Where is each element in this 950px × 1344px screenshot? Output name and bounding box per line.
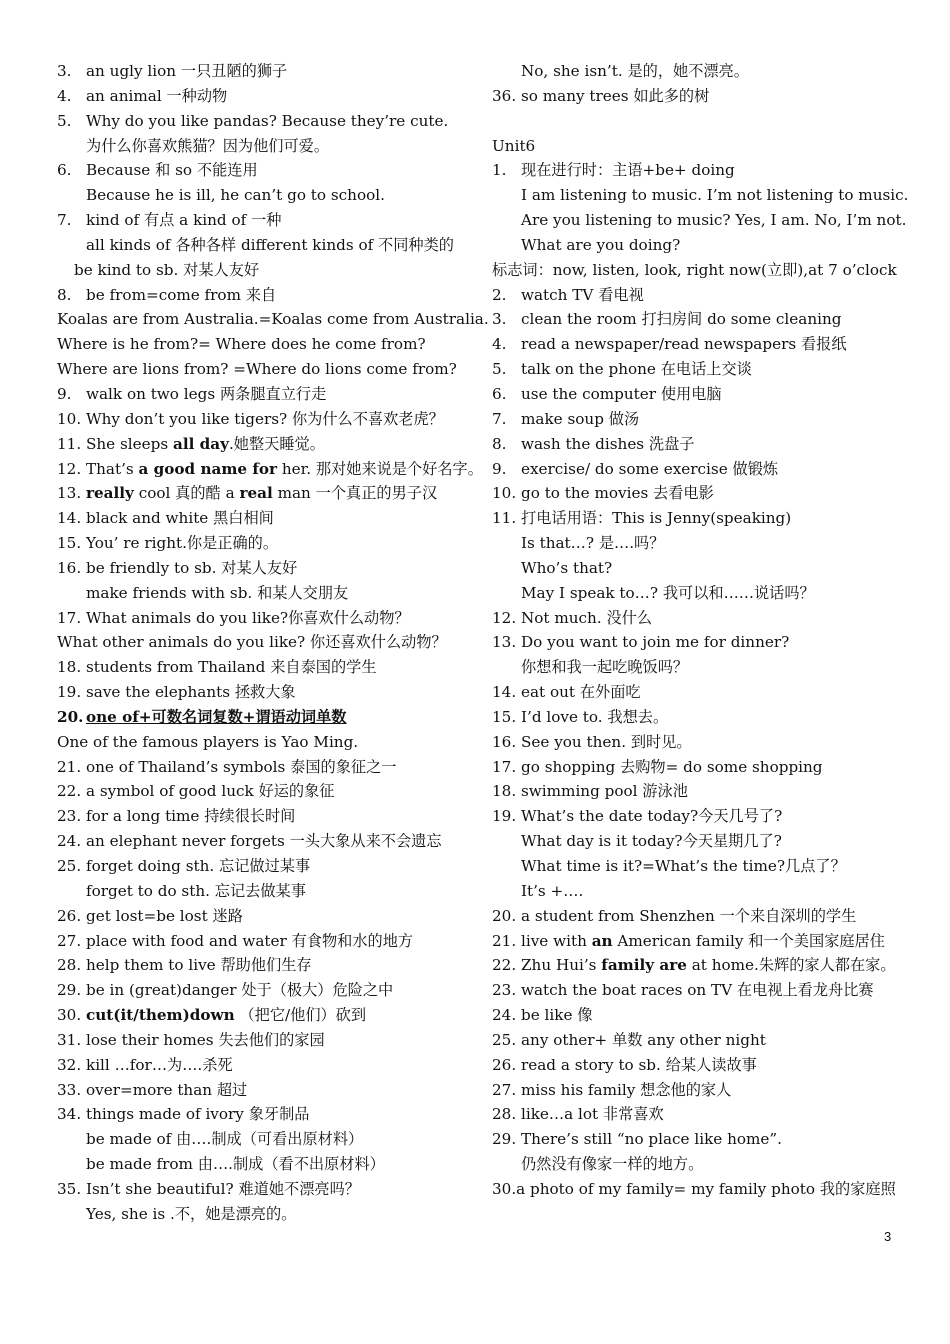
item-text: There’s still “no place like home”. — [521, 1130, 783, 1149]
item-text: watch TV 看电视 — [521, 285, 644, 304]
list-item — [57, 1152, 475, 1177]
list-item — [492, 109, 912, 134]
item-number: 10. — [57, 409, 82, 428]
list-item — [57, 978, 475, 1003]
item-text: 为什么你喜欢熊猫？因为他们可爱。 — [86, 136, 329, 155]
item-number: 19. — [492, 807, 517, 826]
list-item — [57, 1028, 475, 1053]
item-text: Not much. 没什么 — [521, 608, 653, 627]
list-item — [57, 1053, 475, 1078]
item-number: 32. — [57, 1055, 82, 1074]
item-text: 30.a photo of my family= my family photo 我的家庭照 — [492, 1179, 896, 1198]
item-text: a symbol of good luck 好运的象征 — [86, 782, 335, 801]
item-text: any other+ 单数 any other night — [521, 1030, 766, 1049]
item-number: 20. — [57, 707, 84, 726]
list-item — [57, 556, 475, 581]
item-number: 20. — [492, 906, 517, 925]
item-number: 35. — [57, 1179, 82, 1198]
bold-text: a good name for — [138, 459, 278, 478]
item-number: 5. — [57, 111, 72, 130]
item-text — [86, 705, 347, 730]
list-item — [492, 307, 912, 332]
list-item — [57, 134, 475, 159]
list-item — [57, 1003, 475, 1028]
list-item — [492, 481, 912, 506]
item-number: 29. — [492, 1130, 517, 1149]
item-number: 12. — [57, 459, 82, 478]
item-text: read a story to sb. 给某人读故事 — [521, 1055, 757, 1074]
item-number: 16. — [492, 732, 517, 751]
item-text: Where is he from?= Where does he come from? — [57, 335, 426, 354]
list-item — [57, 1078, 475, 1103]
item-text: talk on the phone 在电话上交谈 — [521, 360, 752, 379]
item-number: 5. — [492, 360, 507, 379]
list-item — [57, 258, 475, 283]
item-text: Unit6 — [492, 136, 536, 155]
item-text: things made of ivory 象牙制品 — [86, 1105, 310, 1124]
list-item — [57, 84, 475, 109]
list-item — [57, 581, 475, 606]
bold-text: family are — [601, 956, 687, 975]
list-item — [492, 630, 912, 655]
item-number: 13. — [57, 484, 82, 503]
item-number: 11. — [57, 434, 82, 453]
list-item — [492, 854, 912, 879]
right-column — [492, 59, 912, 1202]
bold-text: all day — [172, 434, 229, 453]
list-item — [492, 283, 912, 308]
bold-text: cut(it/them)down — [86, 1006, 235, 1025]
page-number: 3 — [884, 1229, 892, 1244]
item-text: Isn’t she beautiful? 难道她不漂亮吗？ — [86, 1179, 360, 1198]
item-text: 打电话用语：This is Jenny(speaking) — [521, 509, 792, 528]
list-item — [492, 233, 912, 258]
item-number: 22. — [492, 956, 517, 975]
list-item — [492, 432, 912, 457]
item-text: 仍然没有像家一样的地方。 — [521, 1155, 704, 1174]
item-text: get lost=be lost 迷路 — [86, 906, 243, 925]
list-item — [492, 680, 912, 705]
list-item — [492, 332, 912, 357]
item-text: a student from Shenzhen 一个来自深圳的学生 — [521, 906, 857, 925]
text-segment: Zhu Hui’s — [521, 956, 602, 975]
list-item — [492, 1127, 912, 1152]
item-text: Because he is ill, he can’t go to school. — [86, 186, 385, 205]
item-text: 标志词：now, listen, look, right now(立即),at 7 o’clock — [492, 260, 897, 279]
item-number: 34. — [57, 1105, 82, 1124]
item-text: walk on two legs 两条腿直立行走 — [86, 384, 327, 403]
item-text: 你想和我一起吃晚饭吗？ — [521, 658, 689, 677]
item-number: 14. — [57, 509, 82, 528]
item-number: 36. — [492, 86, 517, 105]
list-item — [492, 953, 912, 978]
item-number: 11. — [492, 509, 517, 528]
item-text: I’d love to. 我想去。 — [521, 707, 669, 726]
list-item — [57, 208, 475, 233]
underlined-bold-text: one of+可数名词复数+谓语动词单数 — [86, 707, 347, 726]
item-text: See you then. 到时见。 — [521, 732, 692, 751]
item-text: make soup 做汤 — [521, 409, 640, 428]
item-text: save the elephants 拯救大象 — [86, 683, 296, 702]
item-text: forget doing sth. 忘记做过某事 — [86, 857, 311, 875]
item-number: 14. — [492, 683, 517, 702]
list-item — [57, 357, 475, 382]
item-text — [86, 481, 437, 506]
item-number: 23. — [492, 981, 517, 1000]
item-number: 24. — [492, 1006, 517, 1025]
list-item — [492, 158, 912, 183]
item-text: be kind to sb. 对某人友好 — [74, 260, 260, 279]
list-item — [57, 655, 475, 680]
list-item — [57, 506, 475, 531]
item-number: 16. — [57, 558, 82, 577]
item-number: 33. — [57, 1080, 82, 1099]
item-number: 25. — [57, 857, 82, 875]
list-item — [57, 630, 475, 655]
item-text: lose their homes 失去他们的家园 — [86, 1030, 325, 1049]
list-item — [57, 531, 475, 556]
bold-text: real — [239, 484, 273, 503]
list-item — [492, 382, 912, 407]
list-item — [492, 208, 912, 233]
list-item — [492, 1102, 912, 1127]
list-item — [57, 705, 475, 730]
left-column — [57, 59, 489, 1227]
list-item — [57, 779, 475, 804]
item-number: 22. — [57, 782, 82, 801]
list-item — [57, 332, 475, 357]
list-item — [492, 1003, 912, 1028]
list-item — [492, 779, 912, 804]
item-text: What time is it?=What’s the time?几点了？ — [521, 857, 846, 875]
item-text: What’s the date today?今天几号了? — [521, 807, 783, 826]
list-item — [57, 481, 475, 506]
list-item — [492, 531, 912, 556]
item-text: make friends with sb. 和某人交朋友 — [86, 583, 349, 602]
item-text: so many trees 如此多的树 — [521, 86, 710, 105]
item-text: Are you listening to music? Yes, I am. No, I’m not. — [521, 211, 907, 230]
item-text: watch the boat races on TV 在电视上看龙舟比赛 — [521, 981, 874, 1000]
item-text: exercise/ do some exercise 做锻炼 — [521, 459, 779, 478]
list-item — [57, 1202, 475, 1227]
item-text: What other animals do you like? 你还喜欢什么动物？ — [57, 633, 447, 652]
item-text: 现在进行时：主语+be+ doing — [521, 161, 735, 180]
text-segment: American family 和一个美国家庭居住 — [612, 931, 885, 950]
item-text: one of Thailand’s symbols 泰国的象征之一 — [86, 757, 397, 776]
item-number: 15. — [57, 534, 82, 553]
list-item — [57, 183, 475, 208]
item-number: 1. — [492, 161, 507, 180]
item-text: for a long time 持续很长时间 — [86, 807, 296, 826]
item-number: 9. — [57, 384, 72, 403]
item-number: 2. — [492, 285, 507, 304]
item-number: 25. — [492, 1030, 517, 1049]
item-text: be like 像 — [521, 1006, 593, 1025]
list-item — [57, 1102, 475, 1127]
list-item — [492, 84, 912, 109]
list-item — [57, 1127, 475, 1152]
item-text: Do you want to join me for dinner? — [521, 633, 790, 652]
list-item — [57, 158, 475, 183]
item-text — [521, 929, 885, 954]
text-segment: live with — [521, 931, 592, 950]
item-number: 23. — [57, 807, 82, 826]
item-text: forget to do sth. 忘记去做某事 — [86, 881, 306, 900]
list-item — [57, 829, 475, 854]
list-item — [492, 1078, 912, 1103]
list-item — [492, 357, 912, 382]
list-item — [492, 606, 912, 631]
list-item — [492, 879, 912, 904]
item-number: 3. — [492, 310, 507, 329]
item-number: 3. — [57, 62, 72, 80]
item-number: 4. — [492, 335, 507, 354]
item-number: 18. — [492, 782, 517, 801]
item-text: What day is it today?今天星期几了? — [521, 832, 782, 851]
item-text: Where are lions from? =Where do lions come from? — [57, 360, 457, 379]
item-text: One of the famous players is Yao Ming. — [57, 732, 359, 751]
item-text — [86, 1003, 366, 1028]
item-number: 29. — [57, 981, 82, 1000]
item-text: black and white 黑白相间 — [86, 509, 274, 528]
item-text: clean the room 打扫房间 do some cleaning — [521, 310, 842, 329]
item-text: go to the movies 去看电影 — [521, 484, 714, 503]
item-text: Who’s that? — [521, 558, 613, 577]
item-number: 27. — [57, 931, 82, 950]
item-number: 27. — [492, 1080, 517, 1099]
list-item — [57, 929, 475, 954]
list-item — [57, 879, 475, 904]
item-text: Why do you like pandas? Because they’re cute. — [86, 111, 449, 130]
text-segment: her. 那对她来说是个好名字。 — [277, 459, 483, 478]
item-text: eat out 在外面吃 — [521, 683, 641, 702]
list-item — [57, 854, 475, 879]
item-text: an elephant never forgets 一头大象从来不会遗忘 — [86, 832, 442, 851]
item-number: 18. — [57, 658, 82, 677]
list-item — [492, 705, 912, 730]
item-text: Koalas are from Australia.=Koalas come from Australia. — [57, 310, 489, 329]
list-item — [57, 680, 475, 705]
list-item — [492, 730, 912, 755]
item-text: What animals do you like?你喜欢什么动物？ — [86, 608, 410, 627]
item-text: I am listening to music. I’m not listening to music. — [521, 186, 909, 205]
item-number: 7. — [57, 211, 72, 230]
list-item — [492, 556, 912, 581]
list-item — [492, 655, 912, 680]
list-item — [492, 804, 912, 829]
item-text: wash the dishes 洗盘子 — [521, 434, 695, 453]
item-text: read a newspaper/read newspapers 看报纸 — [521, 335, 847, 354]
item-text: Yes, she is .不，她是漂亮的。 — [86, 1204, 297, 1223]
item-text: swimming pool 游泳池 — [521, 782, 688, 801]
item-number: 6. — [57, 161, 72, 180]
item-text: You’ re right.你是正确的。 — [86, 534, 279, 553]
bold-text: really — [86, 484, 134, 503]
item-number: 26. — [57, 906, 82, 925]
list-item — [57, 407, 475, 432]
item-number: 26. — [492, 1055, 517, 1074]
item-text — [86, 457, 483, 482]
list-item — [57, 755, 475, 780]
item-text — [86, 432, 325, 457]
list-item — [492, 1177, 912, 1202]
list-item — [492, 929, 912, 954]
item-text: Why don’t you like tigers? 你为什么不喜欢老虎？ — [86, 409, 444, 428]
item-number: 30. — [57, 1006, 82, 1025]
list-item — [57, 432, 475, 457]
item-text: go shopping 去购物= do some shopping — [521, 757, 823, 776]
list-item — [57, 1177, 475, 1202]
item-number: 4. — [57, 86, 72, 105]
list-item — [492, 134, 912, 159]
item-text: be friendly to sb. 对某人友好 — [86, 558, 298, 577]
list-item — [492, 1152, 912, 1177]
text-segment: （把它/他们）砍到 — [234, 1006, 367, 1025]
item-number: 15. — [492, 707, 517, 726]
list-item — [492, 258, 912, 283]
list-item — [492, 1053, 912, 1078]
item-number: 17. — [57, 608, 82, 627]
item-number: 13. — [492, 633, 517, 652]
list-item — [57, 730, 475, 755]
list-item — [57, 904, 475, 929]
item-number: 21. — [57, 757, 82, 776]
item-number: 19. — [57, 683, 82, 702]
item-text: be made from 由….制成（看不出原材料） — [86, 1155, 385, 1174]
list-item — [57, 804, 475, 829]
item-text — [521, 953, 896, 978]
item-text: like…a lot 非常喜欢 — [521, 1105, 664, 1124]
list-item — [492, 904, 912, 929]
item-number: 10. — [492, 484, 517, 503]
item-text: No, she isn’t. 是的，她不漂亮。 — [521, 62, 749, 80]
list-item — [57, 109, 475, 134]
item-number: 12. — [492, 608, 517, 627]
list-item — [57, 233, 475, 258]
item-number: 31. — [57, 1030, 82, 1049]
list-item — [492, 407, 912, 432]
item-number: 24. — [57, 832, 82, 851]
item-text: It’s +…. — [521, 881, 584, 900]
text-segment: at home.朱辉的家人都在家。 — [686, 956, 896, 975]
text-segment: .她整天睡觉。 — [228, 434, 325, 453]
item-number: 9. — [492, 459, 507, 478]
item-text: be in (great)danger 处于（极大）危险之中 — [86, 981, 394, 1000]
list-item — [57, 953, 475, 978]
item-number: 28. — [57, 956, 82, 975]
list-item — [492, 59, 912, 84]
item-number: 17. — [492, 757, 517, 776]
item-number: 7. — [492, 409, 507, 428]
item-text: miss his family 想念他的家人 — [521, 1080, 732, 1099]
list-item — [57, 59, 475, 84]
list-item — [57, 283, 475, 308]
item-text: be from=come from 来自 — [86, 285, 277, 304]
item-text: an ugly lion 一只丑陋的狮子 — [86, 62, 288, 80]
item-number: 6. — [492, 384, 507, 403]
list-item — [492, 506, 912, 531]
item-number: 8. — [492, 434, 507, 453]
item-text: kill …for…为….杀死 — [86, 1055, 233, 1074]
list-item — [57, 457, 483, 482]
item-text: Is that…? 是….吗？ — [521, 534, 665, 553]
list-item — [492, 1028, 912, 1053]
item-text: Because 和 so 不能连用 — [86, 161, 258, 180]
item-number: 28. — [492, 1105, 517, 1124]
text-segment: man 一个真正的男子汉 — [272, 484, 438, 503]
item-text: kind of 有点 a kind of 一种 — [86, 211, 282, 230]
item-number: 8. — [57, 285, 72, 304]
list-item — [492, 978, 912, 1003]
list-item — [492, 457, 912, 482]
item-number: 21. — [492, 931, 517, 950]
item-text: May I speak to…? 我可以和……说话吗？ — [521, 583, 815, 602]
item-text: all kinds of 各种各样 different kinds of 不同种类的 — [86, 235, 454, 254]
item-text: be made of 由….制成（可看出原材料） — [86, 1130, 364, 1149]
list-item — [492, 183, 912, 208]
item-text: help them to live 帮助他们生存 — [86, 956, 312, 975]
text-segment: cool 真的酷 a — [133, 484, 240, 503]
item-text: over=more than 超过 — [86, 1080, 248, 1099]
list-item — [492, 581, 912, 606]
item-text: What are you doing? — [521, 235, 681, 254]
item-text: an animal 一种动物 — [86, 86, 228, 105]
list-item — [57, 382, 475, 407]
item-text: students from Thailand 来自泰国的学生 — [86, 658, 377, 677]
list-item — [492, 755, 912, 780]
bold-text: an — [591, 931, 613, 950]
item-text: use the computer 使用电脑 — [521, 384, 722, 403]
text-segment: That’s — [86, 459, 139, 478]
text-segment: She sleeps — [86, 434, 173, 453]
list-item — [57, 606, 475, 631]
item-text: place with food and water 有食物和水的地方 — [86, 931, 414, 950]
list-item — [57, 307, 489, 332]
list-item — [492, 829, 912, 854]
